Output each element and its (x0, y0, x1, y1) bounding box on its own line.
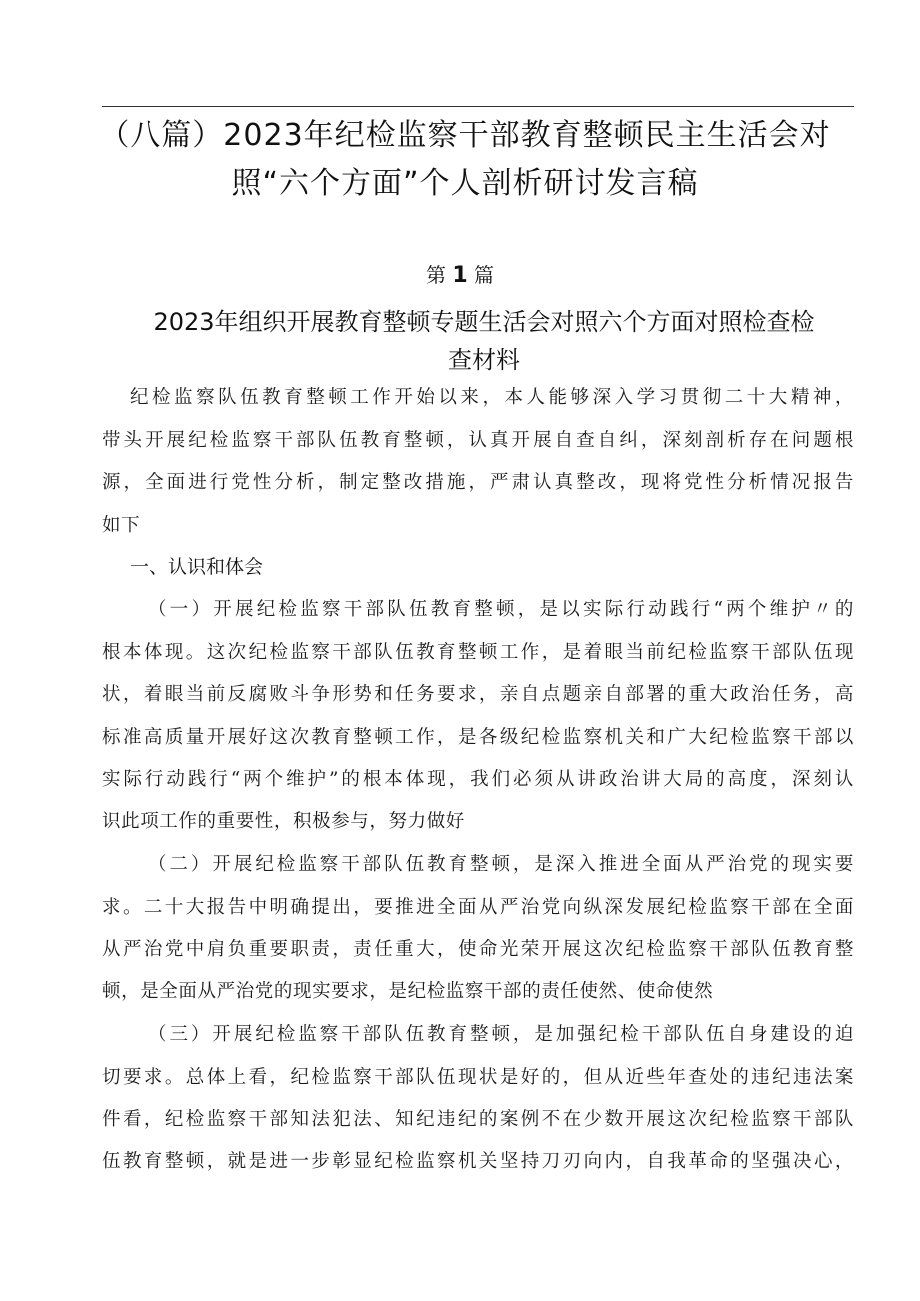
document-title-line-2: 照“六个方面”个人剖析研讨发言稿 (231, 166, 699, 201)
paragraph-1-line: 识此项工作的重要性，积极参与，努力做好 (102, 811, 465, 832)
paragraph-3-line: （三）开展纪检监察干部队伍教育整顿，是加强纪检干部队伍自身建设的迫 (148, 1024, 854, 1045)
intro-line: 源，全面进行党性分析，制定整改措施，严肃认真整改，现将党性分析情况报告 (102, 472, 854, 493)
paragraph-1-line: （一）开展纪检监察干部队伍教育整顿，是以实际行动践行“两个维护〃的 (148, 599, 854, 620)
article-number (0, 260, 920, 291)
paragraph-1-line: 根本体现。这次纪检监察干部队伍教育整顿工作，是着眼当前纪检监察干部队伍现 (102, 642, 854, 663)
article-title-line-1: 2023年组织开展教育整顿专题生活会对照六个方面对照检查检 (153, 308, 815, 336)
document-title-line-1: （八篇）2023年纪检监察干部教育整顿民主生活会对 (99, 118, 831, 153)
paragraph-2-line: 顿，是全面从严治党的现实要求，是纪检监察干部的责任使然、使命使然 (102, 981, 714, 1002)
article-title-line-2: 查材料 (448, 346, 520, 374)
section-heading: 一、认识和体会 (130, 556, 264, 578)
paragraph-1-line: 状，着眼当前反腐败斗争形势和任务要求，亲自点题亲自部署的重大政治任务，高 (102, 684, 854, 705)
paragraph-2-line: 求。二十大报告中明确提出，要推进全面从严治党向纵深发展纪检监察干部在全面 (102, 897, 854, 918)
article-label-prefix: 第 (425, 263, 446, 287)
paragraph-3-line: 伍教育整顿，就是进一步彰显纪检监察机关坚持刀刃向内，自我革命的坚强决心， (102, 1151, 854, 1172)
intro-line: 纪检监察队伍教育整顿工作开始以来，本人能够深入学习贯彻二十大精神， (130, 387, 854, 408)
paragraph-1-line: 实际行动践行“两个维护”的根本体现，我们必须从讲政治讲大局的高度，深刻认 (102, 769, 854, 790)
intro-line: 如下 (102, 515, 141, 536)
paragraph-2-line: （二）开展纪检监察干部队伍教育整顿，是深入推进全面从严治党的现实要 (148, 854, 854, 875)
intro-line: 带头开展纪检监察干部队伍教育整顿，认真开展自查自纠，深刻剖析存在问题根 (102, 430, 854, 451)
paragraph-3-line: 切要求。总体上看，纪检监察干部队伍现状是好的，但从近些年查处的违纪违法案 (102, 1067, 854, 1088)
header-rule (102, 106, 854, 107)
article-label-number: 1 (452, 263, 468, 288)
paragraph-1-line: 标准高质量开展好这次教育整顿工作，是各级纪检监察机关和广大纪检监察干部以 (102, 727, 854, 748)
article-label-suffix: 篇 (474, 263, 495, 287)
paragraph-3-line: 件看，纪检监察干部知法犯法、知纪违纪的案例不在少数开展这次纪检监察干部队 (102, 1109, 854, 1130)
paragraph-2-line: 从严治党中肩负重要职责，责任重大，使命光荣开展这次纪检监察干部队伍教育整 (102, 939, 854, 960)
